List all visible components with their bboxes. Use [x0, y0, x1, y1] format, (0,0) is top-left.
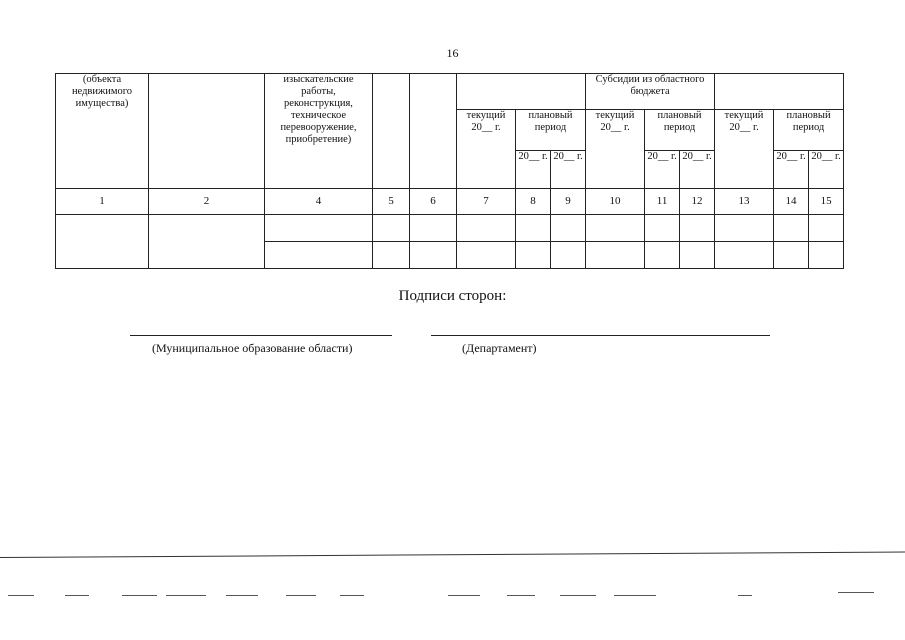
- data-cell: [680, 214, 715, 241]
- data-cell: [774, 214, 809, 241]
- column-number: 1: [56, 188, 149, 214]
- data-cell: [645, 241, 680, 268]
- header-year-cell: 20__ г.: [774, 151, 809, 188]
- data-cell: [373, 241, 410, 268]
- scan-artifact-dash: [286, 595, 316, 596]
- data-cell: [265, 214, 373, 241]
- header-year-cell: 20__ г.: [516, 151, 551, 188]
- header-group3-cell: [715, 74, 844, 110]
- scan-artifact-dash: [738, 595, 752, 596]
- data-cell: [551, 241, 586, 268]
- data-cell: [680, 241, 715, 268]
- column-number: 8: [516, 188, 551, 214]
- header-col2-cell: [149, 74, 265, 189]
- right-signature-caption: (Департамент): [462, 341, 537, 355]
- data-cell: [457, 241, 516, 268]
- column-number: 11: [645, 188, 680, 214]
- column-number: 14: [774, 188, 809, 214]
- scan-artifact-dash: [560, 595, 596, 596]
- data-cell: [265, 241, 373, 268]
- left-signature-caption: (Муниципальное образование области): [152, 341, 353, 355]
- right-signature-line: [431, 335, 770, 336]
- scan-artifact-dash: [65, 595, 89, 596]
- column-number: 7: [457, 188, 516, 214]
- column-number: 12: [680, 188, 715, 214]
- scan-artifact-dash: [226, 595, 258, 596]
- data-cell: [645, 214, 680, 241]
- scan-artifact-dash: [8, 595, 34, 596]
- header-current-year-2: текущий 20__ г.: [586, 110, 645, 188]
- header-planned-period-2: плановый период: [645, 110, 715, 151]
- column-number: 2: [149, 188, 265, 214]
- header-year-cell: 20__ г.: [551, 151, 586, 188]
- scan-artifact-dash: [340, 595, 364, 596]
- data-cell: [809, 241, 844, 268]
- signatures-title: Подписи сторон:: [398, 288, 507, 304]
- column-number: 10: [586, 188, 645, 214]
- data-cell: [410, 214, 457, 241]
- budget-table: [55, 73, 844, 269]
- header-works-cell: изыскательские работы, реконструкция, техническое перевооружение, приобретение): [265, 74, 373, 189]
- data-cell: [373, 214, 410, 241]
- data-cell: [516, 241, 551, 268]
- data-cell: [586, 214, 645, 241]
- data-cell: [516, 214, 551, 241]
- column-number: 13: [715, 188, 774, 214]
- scan-artifact-dash: [448, 595, 480, 596]
- page-number: 16: [446, 46, 459, 60]
- header-col5-cell: [373, 74, 410, 189]
- data-cell: [56, 214, 149, 268]
- column-number: 15: [809, 188, 844, 214]
- data-cell: [410, 241, 457, 268]
- data-cell: [715, 241, 774, 268]
- header-planned-period-3: плановый период: [774, 110, 844, 151]
- data-cell: [149, 214, 265, 268]
- data-cell: [774, 241, 809, 268]
- column-number: 4: [265, 188, 373, 214]
- scan-artifact-dash: [166, 595, 206, 596]
- scan-artifact-dash: [122, 595, 157, 596]
- data-cell: [809, 214, 844, 241]
- column-number: 9: [551, 188, 586, 214]
- data-cell: [715, 214, 774, 241]
- data-cell: [457, 214, 516, 241]
- scan-artifact-dash: [614, 595, 656, 596]
- header-col6-cell: [410, 74, 457, 189]
- header-current-year-3: текущий 20__ г.: [715, 110, 774, 188]
- header-subsidies-cell: Субсидии из областного бюджета: [586, 74, 715, 110]
- header-year-cell: 20__ г.: [645, 151, 680, 188]
- data-cell: [551, 214, 586, 241]
- header-year-cell: 20__ г.: [680, 151, 715, 188]
- header-planned-period-1: плановый период: [516, 110, 586, 151]
- header-year-cell: 20__ г.: [809, 151, 844, 188]
- scan-artifact-dash: [838, 592, 874, 593]
- footer-divider: [0, 551, 905, 558]
- scan-artifact-dash: [507, 595, 535, 596]
- column-number: 5: [373, 188, 410, 214]
- header-object-cell: (объекта недвижимого имущества): [56, 74, 149, 189]
- header-group1-cell: [457, 74, 586, 110]
- data-cell: [586, 241, 645, 268]
- left-signature-line: [130, 335, 392, 336]
- header-current-year-1: текущий 20__ г.: [457, 110, 516, 188]
- column-number: 6: [410, 188, 457, 214]
